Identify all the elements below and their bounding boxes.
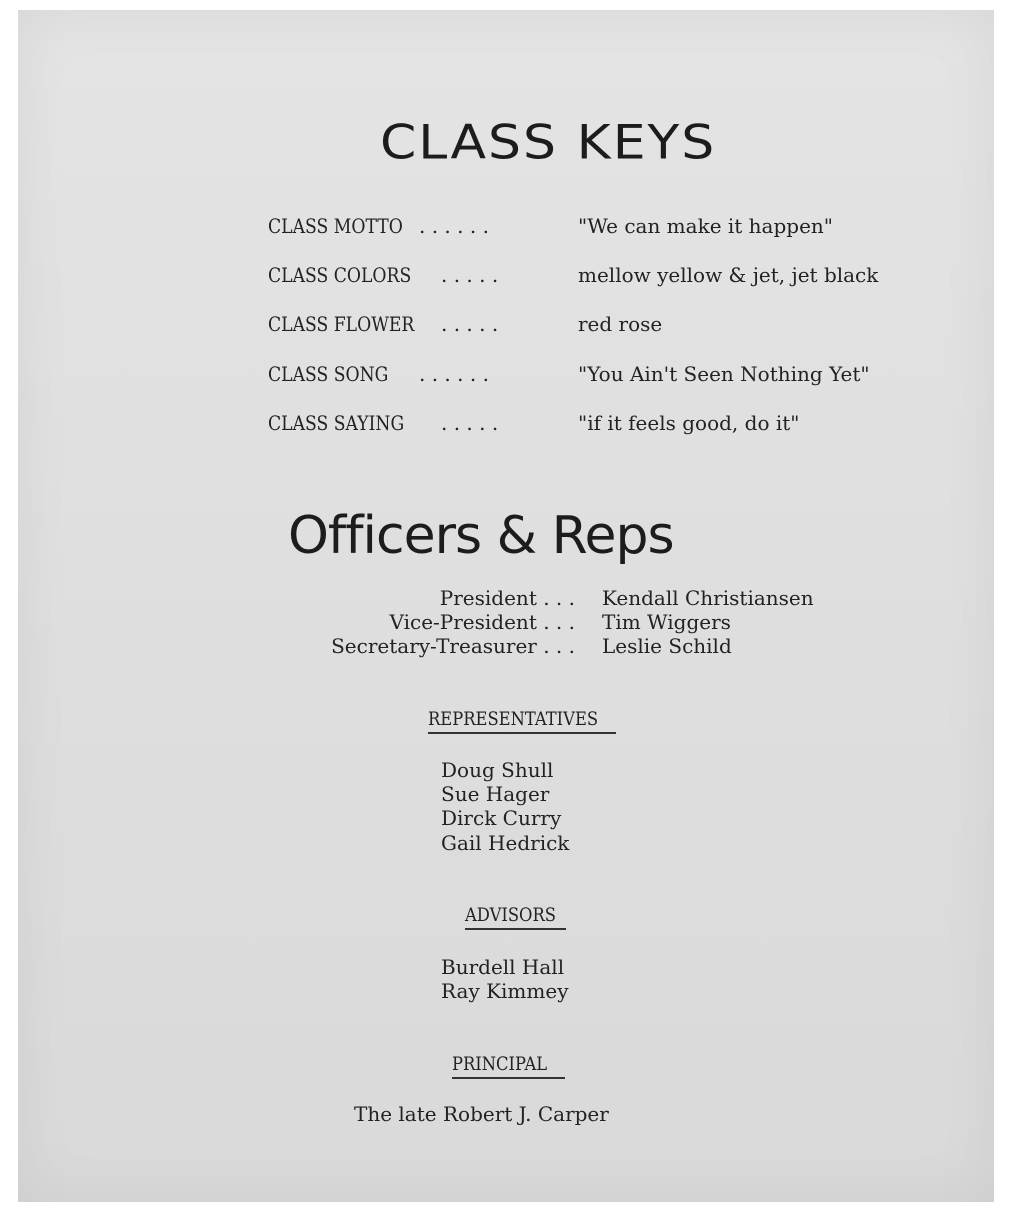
representatives-heading: REPRESENTATIVES xyxy=(428,708,599,730)
officer-name: Tim Wiggers xyxy=(602,610,731,634)
leader-dots: . . . . . xyxy=(441,312,499,336)
principal-name: The late Robert J. Carper xyxy=(354,1102,609,1126)
officer-row xyxy=(200,634,732,658)
advisors-heading: ADVISORS xyxy=(465,904,556,926)
representative-name: Sue Hager xyxy=(441,782,550,806)
class-key-label: CLASS MOTTO xyxy=(268,214,403,238)
principal-heading: PRINCIPAL xyxy=(452,1053,548,1075)
class-key-value: "if it feels good, do it" xyxy=(578,411,800,435)
class-key-label: CLASS COLORS xyxy=(268,263,412,287)
class-key-label: CLASS SAYING xyxy=(268,411,405,435)
representative-name: Gail Hedrick xyxy=(441,831,570,855)
heading-underline xyxy=(428,732,616,734)
class-key-value: "We can make it happen" xyxy=(578,214,833,238)
officer-row xyxy=(200,586,814,610)
advisor-name: Burdell Hall xyxy=(441,955,565,979)
advisor-name: Ray Kimmey xyxy=(441,979,569,1003)
officer-name: Leslie Schild xyxy=(602,634,732,658)
officer-row xyxy=(200,610,731,634)
officers-title: Officers & Reps xyxy=(288,506,674,566)
representative-name: Dirck Curry xyxy=(441,806,562,830)
class-key-value: mellow yellow & jet, jet black xyxy=(578,263,879,287)
heading-underline xyxy=(452,1077,565,1079)
heading-underline xyxy=(465,928,566,930)
class-key-value: "You Ain't Seen Nothing Yet" xyxy=(578,362,870,386)
class-keys-title: CLASS KEYS xyxy=(380,116,717,170)
representative-name: Doug Shull xyxy=(441,758,554,782)
leader-dots: . . . . . . xyxy=(419,214,489,238)
leader-dots: . . . . . . xyxy=(419,362,489,386)
officer-role: Secretary-Treasurer . . . xyxy=(331,634,575,658)
officer-role: President . . . xyxy=(439,586,575,610)
class-key-label: CLASS FLOWER xyxy=(268,312,415,336)
officer-name: Kendall Christiansen xyxy=(602,586,814,610)
class-key-label: CLASS SONG xyxy=(268,362,389,386)
officer-role: Vice-President . . . xyxy=(389,610,575,634)
leader-dots: . . . . . xyxy=(441,411,499,435)
leader-dots: . . . . . xyxy=(441,263,499,287)
class-key-value: red rose xyxy=(578,312,663,336)
